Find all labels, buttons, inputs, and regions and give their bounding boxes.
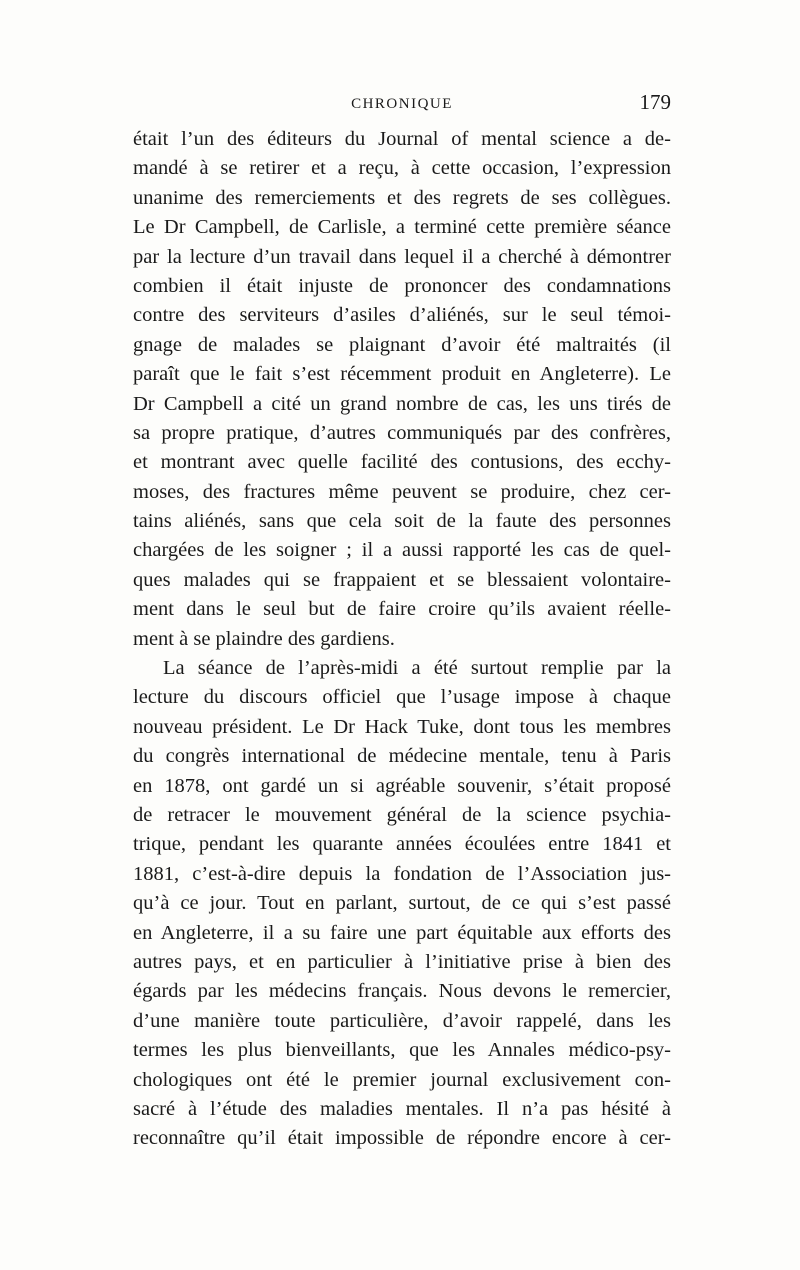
text-line: en 1878, ont gardé un si agréable souvenir, s’était proposé xyxy=(133,774,671,797)
text-line: ques malades qui se frappaient et se blessaient volontaire- xyxy=(133,568,671,591)
text-line: La séance de l’après-midi a été surtout remplie par la xyxy=(163,657,671,680)
text-line: lecture du discours officiel que l’usage impose à chaque xyxy=(133,686,671,709)
running-title: CHRONIQUE xyxy=(351,96,453,112)
text-line: 1881, c’est-à-dire depuis la fondation de l’Association jus- xyxy=(133,862,671,885)
text-line: nouveau président. Le Dr Hack Tuke, dont tous les membres xyxy=(133,715,671,738)
text-line: chargées de les soigner ; il a aussi rapporté les cas de quel- xyxy=(133,539,671,562)
text-line: Dr Campbell a cité un grand nombre de cas, les uns tirés de xyxy=(133,392,671,415)
text-line: autres pays, et en particulier à l’initiative prise à bien des xyxy=(133,950,671,973)
text-line: contre des serviteurs d’asiles d’aliénés, sur le seul témoi- xyxy=(133,304,671,327)
page-number: 179 xyxy=(639,90,671,114)
text-line: était l’un des éditeurs du Journal of mental science a de- xyxy=(133,128,671,150)
text-line: tains aliénés, sans que cela soit de la faute des personnes xyxy=(133,510,671,533)
text-line: Le Dr Campbell, de Carlisle, a terminé cette première séance xyxy=(133,216,671,239)
text-line: d’une manière toute particulière, d’avoir rappelé, dans les xyxy=(133,1009,671,1032)
text-line: reconnaître qu’il était impossible de répondre encore à cer- xyxy=(133,1127,671,1150)
text-line: trique, pendant les quarante années écoulées entre 1841 et xyxy=(133,833,671,856)
text-line: termes les plus bienveillants, que les Annales médico-psy- xyxy=(133,1039,671,1062)
text-line: paraît que le fait s’est récemment produit en Angleterre). Le xyxy=(133,363,671,386)
body-text xyxy=(133,125,671,1154)
text-line: moses, des fractures même peuvent se produire, chez cer- xyxy=(133,480,671,503)
text-line: ment à se plaindre des gardiens. xyxy=(133,627,395,650)
text-line: sa propre pratique, d’autres communiqués par des confrères, xyxy=(133,421,671,444)
text-line: combien il était injuste de prononcer des condamnations xyxy=(133,274,671,297)
text-line: unanime des remerciements et des regrets de ses collègues. xyxy=(133,186,671,209)
text-line: et montrant avec quelle facilité des contusions, des ecchy- xyxy=(133,451,671,474)
text-line: égards par les médecins français. Nous devons le remercier, xyxy=(133,980,671,1003)
page-header xyxy=(133,90,671,120)
text-line: ment dans le seul but de faire croire qu’ils avaient réelle- xyxy=(133,598,671,621)
text-line: qu’à ce jour. Tout en parlant, surtout, de ce qui s’est passé xyxy=(133,892,671,915)
text-line: par la lecture d’un travail dans lequel il a cherché à démontrer xyxy=(133,245,671,268)
text-line: chologiques ont été le premier journal exclusivement con- xyxy=(133,1068,671,1091)
text-line: en Angleterre, il a su faire une part équitable aux efforts des xyxy=(133,921,671,944)
text-line: mandé à se retirer et a reçu, à cette occasion, l’expression xyxy=(133,157,671,180)
text-line: sacré à l’étude des maladies mentales. Il n’a pas hésité à xyxy=(133,1097,671,1120)
text-line: du congrès international de médecine mentale, tenu à Paris xyxy=(133,745,671,768)
text-line: gnage de malades se plaignant d’avoir été maltraités (il xyxy=(133,333,671,356)
text-line: de retracer le mouvement général de la science psychia- xyxy=(133,803,671,826)
